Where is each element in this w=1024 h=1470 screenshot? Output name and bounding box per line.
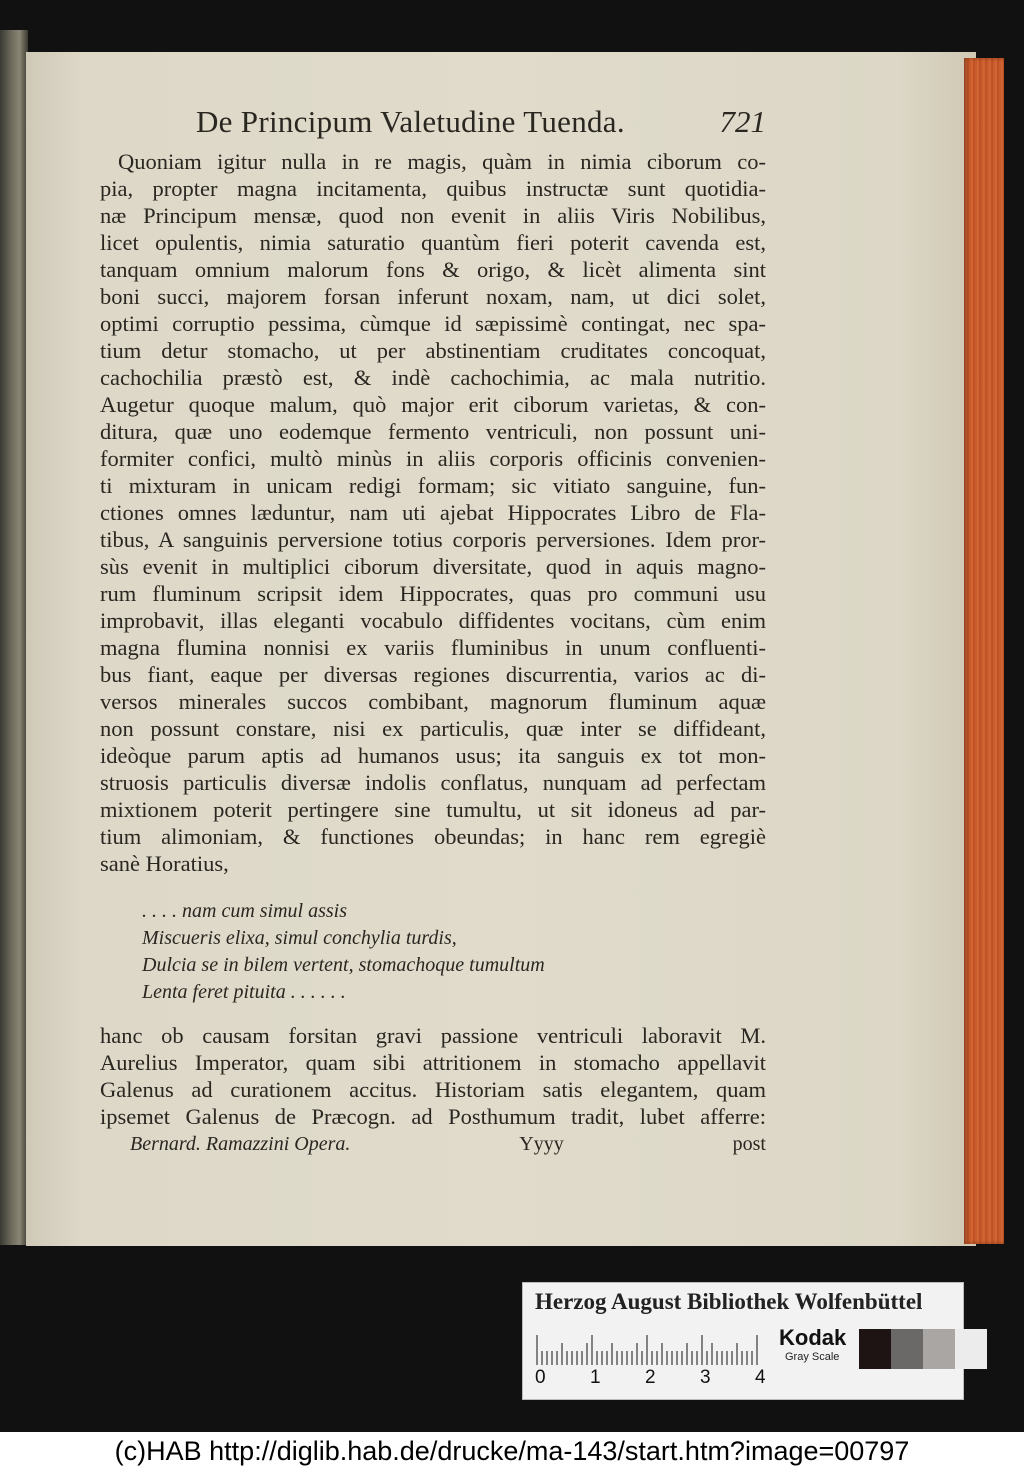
text-line: bus fiant, eaque per diversas regiones discurrentia, varios ac di- — [100, 662, 766, 687]
text-line: tium detur stomacho, ut per abstinentiam cruditates concoquat, — [100, 338, 766, 363]
text-line: struosis particulis diversæ indolis conflatus, nunquam ad perfectam — [100, 770, 766, 795]
text-line: ctiones omnes læduntur, nam uti ajebat Hippocrates Libro de Fla- — [100, 500, 766, 525]
gray-swatches — [859, 1329, 987, 1369]
page-stack-edge — [964, 58, 1004, 1244]
text-line: sanè Horatius, — [100, 851, 229, 876]
text-line: improbavit, illas eleganti vocabulo diffidentes vocitans, cùm enim — [100, 608, 766, 633]
verse-quotation — [100, 898, 766, 1006]
text-line: næ Principum mensæ, quod non evenit in aliis Viris Nobilibus, — [100, 203, 766, 228]
text-line: tibus, A sanguinis perversione totius corporis perversiones. Idem pror- — [100, 527, 766, 552]
signature-author: Bernard. Ramazzini Opera. — [130, 1133, 351, 1155]
ruler-number: 4 — [755, 1367, 766, 1388]
text-line: versos minerales succos combibant, magnorum fluminum aquæ — [100, 689, 766, 714]
library-color-card — [522, 1282, 964, 1400]
library-name: Herzog August Bibliothek Wolfenbüttel — [535, 1289, 923, 1314]
text-line: ti mixturam in unicam redigi formam; sic vitiato sanguine, fun- — [100, 473, 766, 498]
ruler-number: 1 — [590, 1367, 601, 1388]
text-line: Aurelius Imperator, quam sibi attritionem in stomacho appellavit — [100, 1050, 766, 1075]
gray-scale-label: Gray Scale — [785, 1351, 840, 1363]
page-number: 721 — [719, 104, 766, 139]
ruler-number: 3 — [700, 1367, 711, 1388]
gutter-edge — [0, 30, 28, 1245]
copyright-footer: (c)HAB http://diglib.hab.de/drucke/ma-143/start.htm?image=00797 — [0, 1432, 1024, 1470]
running-header — [196, 104, 766, 148]
ruler-scale-icon — [535, 1331, 763, 1365]
swatch — [891, 1329, 923, 1369]
signature-mark: Yyyy — [519, 1133, 564, 1155]
text-line: tanquam omnium malorum fons & origo, & licèt alimenta sint — [100, 257, 766, 282]
text-line: Quoniam igitur nulla in re magis, quàm in nimia ciborum co- — [118, 149, 766, 174]
text-line: pia, propter magna incitamenta, quibus instructæ sunt quotidia- — [100, 176, 766, 201]
running-title: De Principum Valetudine Tuenda. — [196, 104, 625, 139]
verse-line: Dulcia se in bilem vertent, stomachoque tumultum — [142, 954, 545, 976]
body-paragraph — [100, 148, 766, 877]
text-line: licet opulentis, nimia saturatio quantùm fieri poterit cavenda est, — [100, 230, 766, 255]
text-line: non possunt constare, nisi ex particulis, quæ inter se diffideant, — [100, 716, 766, 741]
text-line: tium alimoniam, & functiones obeundas; in hanc rem egregiè — [100, 824, 766, 849]
text-line: ipsemet Galenus de Præcogn. ad Posthumum tradit, lubet afferre: — [100, 1104, 766, 1129]
text-line: ideòque parum aptis ad humanos usus; ita sanguis ex tot mon- — [100, 743, 766, 768]
text-line: sùs evenit in multiplici ciborum diversitate, quod in aquis magno- — [100, 554, 766, 579]
catchline — [100, 1130, 766, 1158]
catchword: post — [732, 1133, 766, 1155]
text-line: optimi corruptio pessima, cùmque id sæpissimè contingat, nec spa- — [100, 311, 766, 336]
swatch — [955, 1329, 987, 1369]
text-line: ditura, quæ uno eodemque fermento ventriculi, non possunt uni- — [100, 419, 766, 444]
text-line: mixtionem poterit pertingere sine tumultu, ut sit idoneus ad par- — [100, 797, 766, 822]
text-line: boni succi, majorem forsan inferunt noxam, nam, ut dici solet, — [100, 284, 766, 309]
text-line: magna flumina nonnisi ex variis fluminibus in unum confluenti- — [100, 635, 766, 660]
text-line: Augetur quoque malum, quò major erit ciborum varietas, & con- — [100, 392, 766, 417]
page-text — [100, 104, 766, 1158]
verse-line: Lenta feret pituita . . . . . . — [142, 981, 346, 1003]
text-line: formiter confici, multò minùs in aliis corporis officinis convenien- — [100, 446, 766, 471]
ruler-numbers — [531, 1367, 771, 1391]
text-line: cachochilia præstò est, & indè cachochimia, ac mala nutritio. — [100, 365, 766, 390]
kodak-logo: Kodak — [779, 1325, 847, 1350]
verse-line: . . . . nam cum simul assis — [142, 900, 348, 922]
ruler-number: 2 — [645, 1367, 656, 1388]
text-line: Galenus ad curationem accitus. Historiam satis elegantem, quam — [100, 1077, 766, 1102]
ruler-number: 0 — [535, 1367, 546, 1388]
swatch — [859, 1329, 891, 1369]
text-line: hanc ob causam forsitan gravi passione ventriculi laboravit M. — [100, 1023, 766, 1048]
verse-line: Miscueris elixa, simul conchylia turdis, — [142, 927, 457, 949]
swatch — [923, 1329, 955, 1369]
text-line: rum fluminum scripsit idem Hippocrates, quas pro communi usu — [100, 581, 766, 606]
